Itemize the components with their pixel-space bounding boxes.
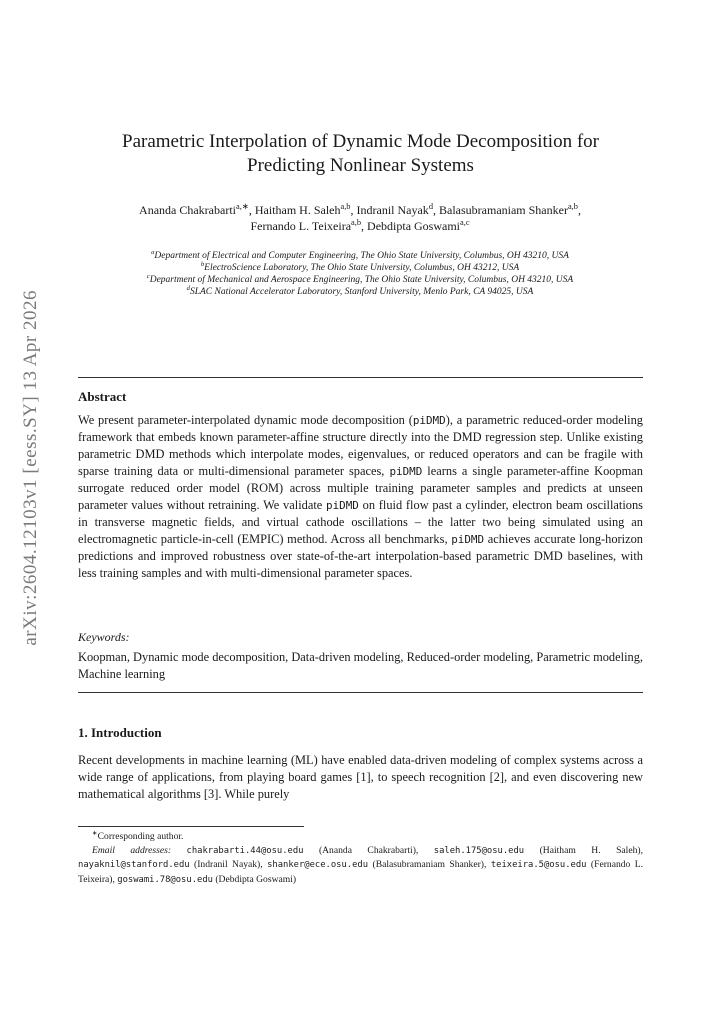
abstract-top-rule [78,377,643,378]
footnotes [78,830,643,887]
email-link[interactable]: goswami.78@osu.edu [117,874,213,885]
email-link[interactable]: chakrabarti.44@osu.edu [186,845,304,856]
email-addresses: Email addresses: chakrabarti.44@osu.edu (Ananda Chakrabarti), saleh.175@osu.edu (Haitham H. Saleh), nayaknil@stanford.edu (Indranil Nayak), shanker@ece.osu.edu (Balasubramaniam Shanker), teixeira.5@osu.edu (Fernando L. Teixeira), goswami.78@osu.edu (Debdipta Goswami) [78,844,644,885]
author: Balasubramaniam Shanker$^{a,b}$ [439,202,578,217]
author: Indranil Nayak$^d$ [356,202,433,217]
abstract-heading: Abstract [78,389,127,404]
arxiv-identifier: arXiv:2604.12103v1 [eess.SY] 13 Apr 2026 [20,290,41,646]
affiliation: $^a$Department of Electrical and Computer Engineering, The Ohio State University, Columbus, OH 43210, USA [151,248,569,261]
author-list: Ananda Chakrabarti$^{a,∗}$, Haitham H. Saleh$^{a,b}$, Indranil Nayak$^d$, Balasubramaniam Shanker$^{a,b}$, Fernando L. Teixeira$^{a,b}$, Debdipta Goswami$^{a,c}$ [139,202,581,233]
email-link[interactable]: teixeira.5@osu.edu [490,860,587,870]
email-link[interactable]: shanker@ece.osu.edu [267,860,369,870]
title-line-1: Parametric Interpolation of Dynamic Mode Decomposition for [122,131,599,152]
affiliation: $^b$ElectroScience Laboratory, The Ohio State University, Columbus, OH 43212, USA [200,260,520,273]
footnote-rule [78,826,304,827]
paper-title [78,130,643,178]
abstract-body: We present parameter-interpolated dynamic mode decomposition (piDMD), a parametric reduced-order modeling framework that embeds known parameter-affine structure directly into the DMD regression step. Unlike existing parametric DMD methods which interpolate modes, eigenvalues, or reduced operators and can be fragile with sparse training data or multi-dimensional parameter spaces, piDMD learns a single parameter-affine Koopman surrogate reduced order model (ROM) across multiple training parameter samples and predicts at unseen parameter values without retraining. We validate piDMD on fluid flow past a cylinder, electron beam oscillations in transverse magnetic fields, and virtual cathode oscillations – the latter two being simulated using an electromagnetic particle-in-cell (EMPIC) method. Across all benchmarks, piDMD achieves accurate long-horizon predictions and improved robustness over state-of-the-art interpolation-based parametric DMD baselines, with less training samples and with multi-dimensional parameter spaces. [78,413,644,580]
author: Debdipta Goswami$^{a,c}$ [367,218,470,233]
author: Ananda Chakrabarti$^{a,∗}$ [139,202,249,217]
title-line-2: Predicting Nonlinear Systems [247,155,474,176]
affiliation: $^c$Department of Mechanical and Aerospace Engineering, The Ohio State University, Columbus, OH 43210, USA [146,272,574,285]
affiliation-list [90,250,630,298]
abstract-bottom-rule [78,692,643,693]
affiliation: $^d$SLAC National Accelerator Laboratory, Stanford University, Menlo Park, CA 94025, USA [186,284,534,297]
author: Haitham H. Saleh$^{a,b}$ [254,202,351,217]
keywords-heading: Keywords: [78,630,130,644]
email-link[interactable]: saleh.175@osu.edu [433,845,525,856]
corresponding-author-note: ∗Corresponding author. [92,829,184,842]
section-heading-introduction: 1. Introduction [78,725,162,740]
keywords-list: Koopman, Dynamic mode decomposition, Data-driven modeling, Reduced-order modeling, Parametric modeling, Machine learning [78,650,644,681]
author: Fernando L. Teixeira$^{a,b}$ [250,218,362,233]
email-link[interactable]: nayaknil@stanford.edu [78,860,190,870]
introduction-paragraph: Recent developments in machine learning (ML) have enabled data-driven modeling of complex systems across a wide range of applications, from playing board games [1], to speech recognition [2], and even discovering new mathematical algorithms [3]. While purely [78,753,643,801]
